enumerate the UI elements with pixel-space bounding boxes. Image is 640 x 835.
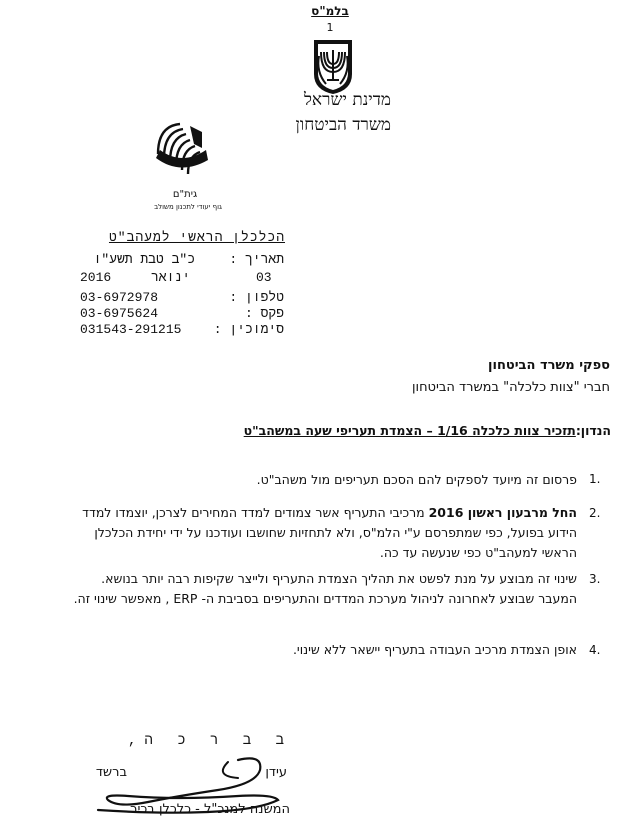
phone-value: 03-6972978 [80,290,159,305]
date-day: 03 [256,270,272,285]
state-name: מדינת ישראל [303,90,391,110]
item-1: פרסום זה מיועד לספקים להם הסכם תעריפים מול משהב"ט. [256,472,577,487]
phone-label: טלפון : [229,290,284,305]
menorah-emblem-icon [308,36,358,96]
recipients-primary: ספקי משרד הביטחון [488,358,610,373]
date-label: תאריך : [229,252,284,267]
item-number-3: 3. [589,572,601,586]
copy-number: 1 [326,21,334,34]
unit-logo-name: גית"ם [172,189,198,200]
item-3: שינוי זה מבוצע על מנת לפשט את תהליך הצמדת התעריף ולייצר שקיפות רבה יותר בנושא. המעבר שבוצע לאחרונה לניהול מערכת המדדים והתעריפים בסביבת ה- ERP , מאפשר שינוי זה. [73,571,577,606]
classification-label: בלמ"ס [311,4,349,18]
signer-first-name: עידן [265,765,287,780]
fax-value: 03-6975624 [80,306,159,321]
item-number-1: 1. [589,472,601,486]
item-2-lead: החל מרבעון ראשון 2016 [428,505,577,520]
closing-greeting: ב ב ר כ ה, [127,733,292,749]
item-number-4: 4. [589,643,601,657]
date-hebrew: כ"ב טבת תשע"ו [93,252,195,267]
recipients-secondary: חברי "צוות כלכלה" במשרד הביטחון [411,380,610,395]
date-month: ינואר [150,270,190,285]
signer-last-name: ברשד [95,765,127,780]
unit-logo-icon [150,120,212,178]
item-number-2: 2. [589,506,601,520]
reference-value: 031543-291215 [80,322,182,337]
signer-title: המשנה למנכ"ל - כלכלן בכיר [130,802,290,817]
unit-logo-subtitle: גוף יעודי לתכנון משולב [154,203,222,211]
subject-line [120,423,611,438]
item-2 [72,503,577,563]
item-2-text: מרכיבי התעריף אשר צמודים למדד המחירים לצרכן, יוצמדו למדד הידוע בפועל, כפי שמתפרסם ע"י הלמ"ס, ולא לתחזיות שחושבו ועודכנו על ידי יחידת הכלכלן הראשי למעהב"ט כפי שנעשה עד כה. [82,505,577,560]
item-4: אופן הצמדת מרכיב העבודה בתעריף יישאר ללא שינוי. [292,642,577,657]
subject-text: תזכיר צוות כלכלה 1/16 – הצמדת תעריפי שעה במשהב"ט [243,423,576,438]
fax-label: פקס : [244,306,284,321]
ministry-name: משרד הביטחון [295,115,391,135]
subject-label: הנדון: [575,423,611,438]
date-year: 2016 [80,270,112,285]
office-name: הכלכלן הראשי למעהב"ט [108,230,285,245]
reference-label: סימוכין : [213,322,284,337]
